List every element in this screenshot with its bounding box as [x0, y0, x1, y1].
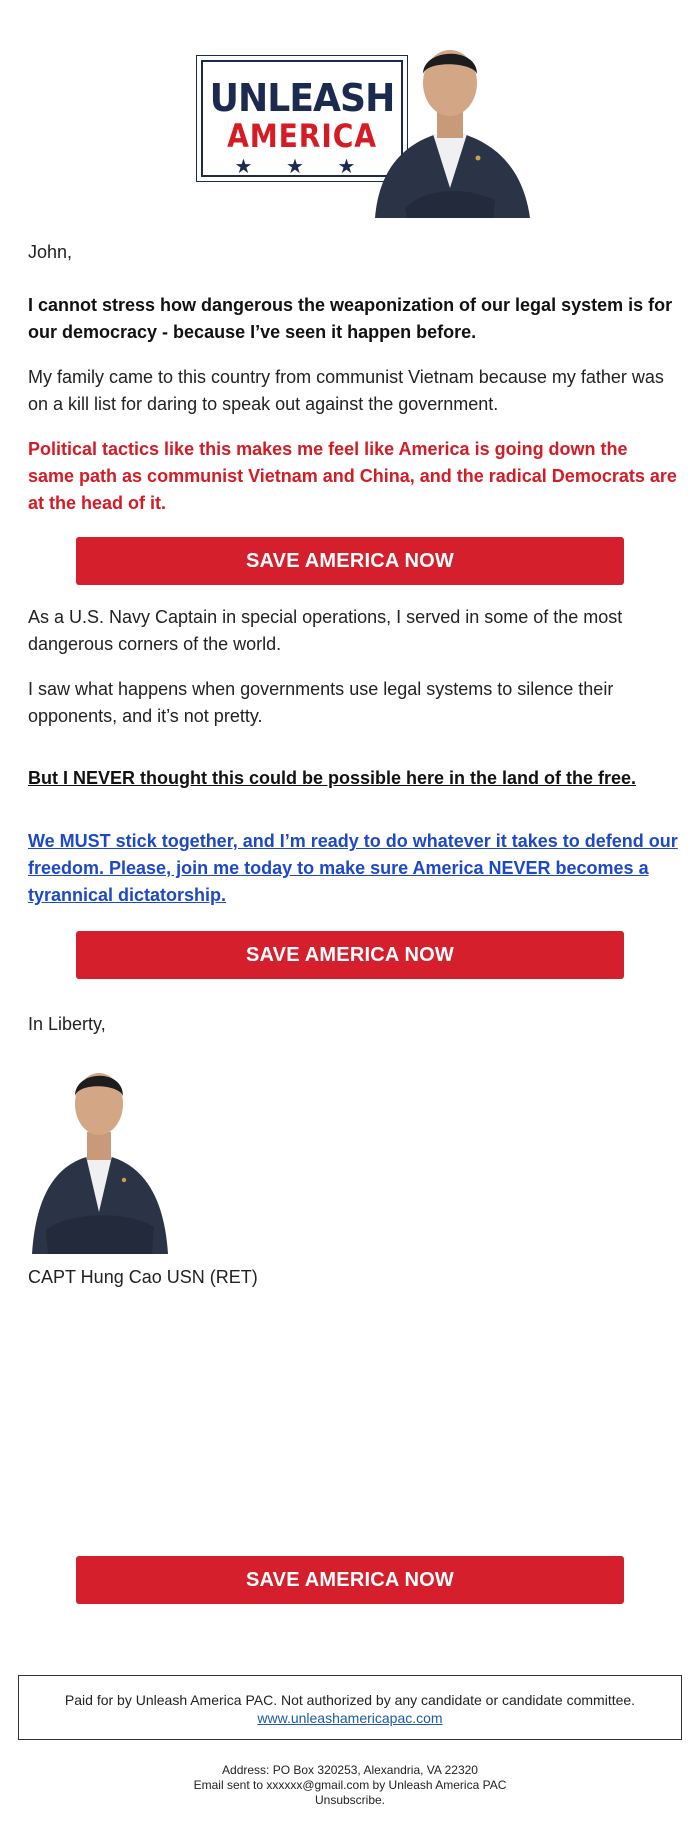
paragraph-political-tactics: Political tactics like this makes me feel like America is going down the same path as communist Vietnam and China, and the radical Democrats are at the head of it. — [28, 439, 677, 513]
header-portrait-photo — [365, 38, 535, 218]
paragraph-land-of-free — [28, 765, 678, 792]
website-link[interactable]: www.unleashamericapac.com — [257, 1710, 443, 1726]
greeting: John, — [28, 242, 73, 262]
signature-portrait-photo — [28, 1052, 170, 1254]
save-america-now-button-2[interactable]: SAVE AMERICA NOW — [76, 931, 624, 979]
save-america-now-button-3[interactable]: SAVE AMERICA NOW — [76, 1556, 624, 1604]
footer-email-line — [0, 1778, 700, 1793]
email-suffix: by Unleash America PAC — [369, 1778, 507, 1792]
unsubscribe-link[interactable]: Unsubscribe. — [314, 1793, 386, 1807]
paragraph-navy-captain: As a U.S. Navy Captain in special operations, I served in some of the most dangerous corners of the world. — [28, 607, 623, 654]
sign-off: In Liberty, — [28, 1014, 106, 1034]
signature-name: CAPT Hung Cao USN (RET) — [28, 1267, 258, 1287]
footer-address: Address: PO Box 320253, Alexandria, VA 22320 — [222, 1763, 478, 1777]
unsubscribe-row — [0, 1793, 700, 1808]
disclaimer-text: Paid for by Unleash America PAC. Not authorized by any candidate or candidate committee. — [64, 1692, 636, 1708]
paragraph-legal-systems: I saw what happens when governments use legal systems to silence their opponents, and it’s not pretty. — [28, 679, 614, 726]
paragraph-stick-together-link[interactable] — [28, 828, 678, 909]
paid-for-disclaimer-box — [18, 1675, 682, 1740]
paragraph-weaponization: I cannot stress how dangerous the weaponization of our legal system is for our democracy - because I’ve seen it happen before. — [28, 295, 673, 342]
logo-stars: ★ ★ ★ — [234, 156, 370, 178]
logo-line2: AMERICA — [227, 117, 377, 155]
save-america-now-button-1[interactable]: SAVE AMERICA NOW — [76, 537, 624, 585]
email-prefix: Email sent to — [193, 1778, 267, 1792]
land-of-free-text: But I NEVER thought this could be possible here in the land of the free. — [28, 768, 637, 788]
paragraph-family-history: My family came to this country from communist Vietnam because my father was on a kill list for daring to speak out against the government. — [28, 367, 664, 414]
stick-together-link[interactable]: We MUST stick together, and I’m ready to do whatever it takes to defend our freedom. Please, join me today to make sure America NEVER becomes a tyrannical dictatorship. — [28, 831, 678, 905]
recipient-email: xxxxxx@gmail.com — [266, 1778, 370, 1792]
logo-line1: UNLEASH — [209, 76, 395, 120]
